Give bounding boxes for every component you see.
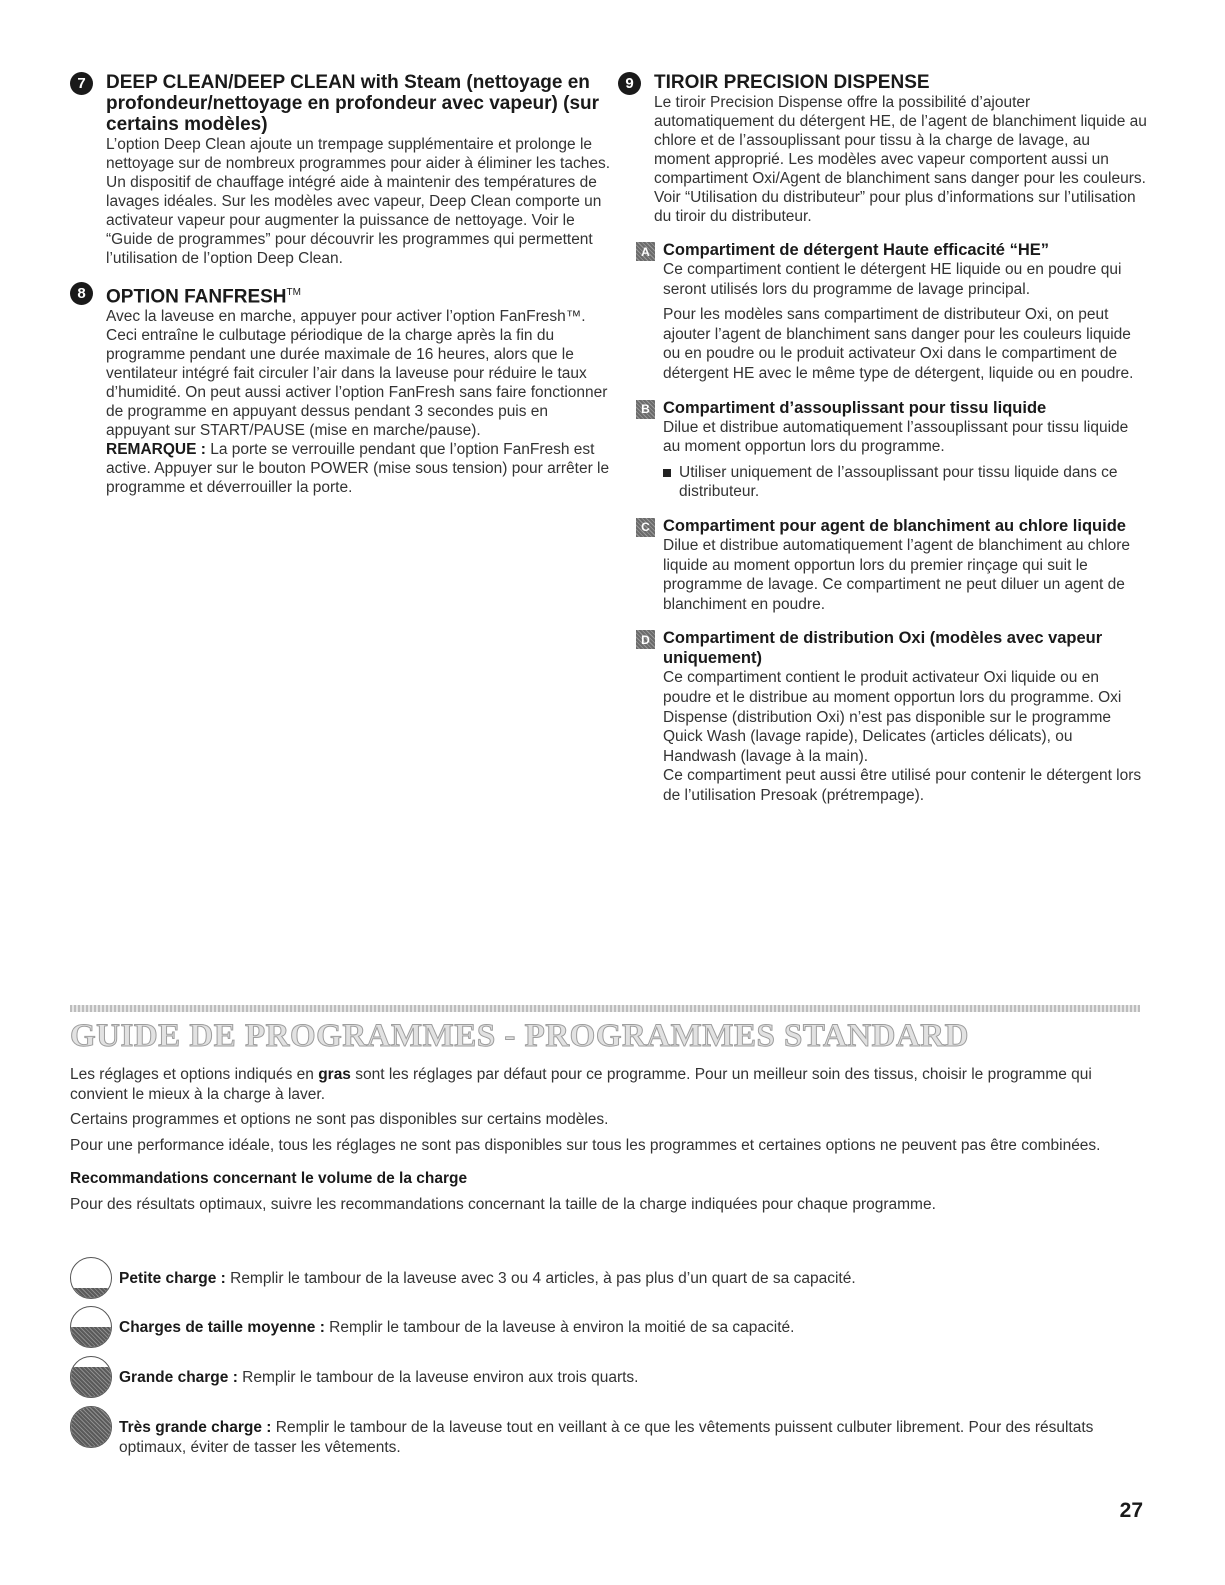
compartment-a xyxy=(618,240,1148,384)
page-number: 27 xyxy=(1119,1499,1143,1522)
left-column xyxy=(70,72,610,511)
load-description: Remplir le tambour de la laveuse tout en veillant à ce que les vêtements puissent culbuter librement. Pour des résultats optimaux, éviter de tasser les vêtements. xyxy=(119,1419,1094,1456)
number-7-icon: 7 xyxy=(70,72,93,95)
intro-paragraph: Pour une performance idéale, tous les réglages ne sont pas disponibles sur tous les programmes et certaines options ne peuvent pas être combinées. xyxy=(70,1136,1101,1154)
recommendations-title: Recommandations concernant le volume de la charge xyxy=(70,1170,468,1187)
compartment-title: Compartiment d’assouplissant pour tissu liquide xyxy=(663,398,1047,417)
drum-half-icon xyxy=(70,1306,112,1348)
compartment-text: Dilue et distribue automatiquement l’agent de blanchiment au chlore liquide au moment opportun lors du premier rinçage qui suit le programme de lavage. Ce compartiment ne peut diluer un agent de blanchiment en poudre. xyxy=(663,536,1131,613)
compartment-text: Pour les modèles sans compartiment de distributeur Oxi, on peut ajouter l’agent de blanchiment sans danger pour les couleurs liquide ou en poudre ou le produit activateur Oxi dans le compartiment de détergent HE avec le même type de détergent, liquide ou en poudre. xyxy=(663,306,1134,382)
compartment-title: Compartiment de distribution Oxi (modèles avec vapeur uniquement) xyxy=(663,629,1103,668)
load-description: Remplir le tambour de la laveuse environ aux trois quarts. xyxy=(237,1369,639,1386)
load-description: Remplir le tambour de la laveuse à environ la moitié de sa capacité. xyxy=(324,1319,795,1336)
intro-paragraph: Certains programmes et options ne sont pas disponibles sur certains modèles. xyxy=(70,1111,609,1128)
load-text xyxy=(119,1368,1149,1388)
drum-full-icon xyxy=(70,1406,112,1448)
letter-a-icon: A xyxy=(636,242,655,261)
load-label: Petite charge : xyxy=(119,1270,226,1287)
section-body: Avec la laveuse en marche, appuyer pour activer l’option FanFresh™. Ceci entraîne le culbutage périodique de la charge après la fin du programme pendant une durée maximale de 16 heures, alors que le ventilateur intégré fait circuler l’air dans la laveuse pour réduire le taux d’humidité. On peut aussi activer l’option FanFresh sans faire fonctionner de programme en appuyant dessus pendant 3 secondes puis en appuyant sur START/PAUSE (mise en marche/pause). xyxy=(106,308,608,440)
section-deep-clean xyxy=(70,72,610,268)
intro-bold-word: gras xyxy=(318,1066,351,1083)
guide-intro xyxy=(70,1065,1150,1220)
section-body: L’option Deep Clean ajoute un trempage supplémentaire et prolonge le nettoyage sur de nombreux programmes pour aider à éliminer les taches. Un dispositif de chauffage intégré aide à maintenir des températures de lavages idéales. Sur les modèles avec vapeur, Deep Clean comporte un activateur vapeur pour augmenter la puissance de nettoyage. Voir le “Guide de programmes” pour découvrir les programmes qui permettent l’utilisation de l’option Deep Clean. xyxy=(106,136,611,267)
letter-d-icon: D xyxy=(636,630,655,649)
number-9-icon: 9 xyxy=(618,72,641,95)
letter-b-icon: B xyxy=(636,400,655,419)
section-body: Le tiroir Precision Dispense offre la possibilité d’ajouter automatiquement du détergent HE, de l’agent de blanchiment liquide au chlore et de l’assouplissant pour tissu à la charge de lavage, au moment approprié. Les modèles avec vapeur comportent aussi un compartiment Oxi/Agent de blanchiment sans danger pour les couleurs. Voir “Utilisation du distributeur” pour plus d’informations sur l’utilisation du tiroir du distributeur. xyxy=(654,94,1147,225)
load-label: Charges de taille moyenne : xyxy=(119,1319,325,1336)
compartment-b xyxy=(618,398,1148,502)
load-text xyxy=(119,1418,1149,1457)
compartment-text: Dilue et distribue automatiquement l’assouplissant pour tissu liquide au moment opportun lors du programme. xyxy=(663,418,1129,456)
drum-three-quarter-icon xyxy=(70,1356,112,1398)
note xyxy=(106,440,610,497)
compartment-title: Compartiment pour agent de blanchiment au chlore liquide xyxy=(663,516,1126,535)
note-text: La porte se verrouille pendant que l’option FanFresh est active. Appuyer sur le bouton POWER (mise sous tension) pour arrêter le programme et déverrouiller la porte. xyxy=(106,441,610,497)
compartment-text: Ce compartiment peut aussi être utilisé pour contenir le détergent lors de l’utilisation Presoak (prétrempage). xyxy=(663,767,1142,804)
guide-title: GUIDE DE PROGRAMMES - PROGRAMMES STANDARD xyxy=(70,1018,969,1054)
load-label: Très grande charge : xyxy=(119,1419,272,1436)
load-text xyxy=(119,1269,1149,1289)
drum-quarter-icon xyxy=(70,1257,112,1299)
intro-text: sont les réglages par défaut pour ce programme. Pour un meilleur soin des tissus, choisir le programme qui convient le mieux à la charge à laver. xyxy=(70,1066,1092,1103)
bullet-item: Utiliser uniquement de l’assouplissant pour tissu liquide dans ce distributeur. xyxy=(663,463,1148,502)
section-title-text: OPTION FANFRESH xyxy=(106,286,287,308)
intro-paragraph xyxy=(70,1065,1150,1104)
compartment-title: Compartiment de détergent Haute efficacité “HE” xyxy=(663,241,1049,259)
section-title: DEEP CLEAN/DEEP CLEAN with Steam (nettoyage en profondeur/nettoyage en profondeur avec vapeur) (sur certains modèles) xyxy=(106,72,600,135)
number-8-icon: 8 xyxy=(70,282,93,305)
compartment-c xyxy=(618,516,1148,614)
section-divider xyxy=(70,1005,1140,1012)
section-precision-dispense xyxy=(618,72,1148,226)
load-text xyxy=(119,1318,1149,1338)
right-column xyxy=(618,72,1148,811)
letter-c-icon: C xyxy=(636,518,655,537)
recommendations-body: Pour des résultats optimaux, suivre les recommandations concernant la taille de la charge indiquées pour chaque programme. xyxy=(70,1195,936,1213)
section-title xyxy=(106,282,610,307)
trademark-mark: TM xyxy=(286,287,301,298)
intro-text: Les réglages et options indiqués en xyxy=(70,1066,319,1083)
load-description: Remplir le tambour de la laveuse avec 3 ou 4 articles, à pas plus d’un quart de sa capacité. xyxy=(225,1270,856,1287)
compartment-text: Ce compartiment contient le produit activateur Oxi liquide ou en poudre et le distribue au moment opportun lors du programme. Oxi Dispense (distribution Oxi) n’est pas disponible sur le programme Quick Wash (lavage rapide), Delicates (articles délicats), ou Handwash (lavage à la main). xyxy=(663,669,1122,765)
note-label: REMARQUE : xyxy=(106,441,206,459)
compartment-text: Ce compartiment contient le détergent HE liquide ou en poudre qui seront utilisés lors du programme de lavage principal. xyxy=(663,261,1122,298)
load-label: Grande charge : xyxy=(119,1369,238,1386)
compartment-d xyxy=(618,628,1148,805)
section-fanfresh xyxy=(70,282,610,497)
section-title: TIROIR PRECISION DISPENSE xyxy=(654,72,930,93)
